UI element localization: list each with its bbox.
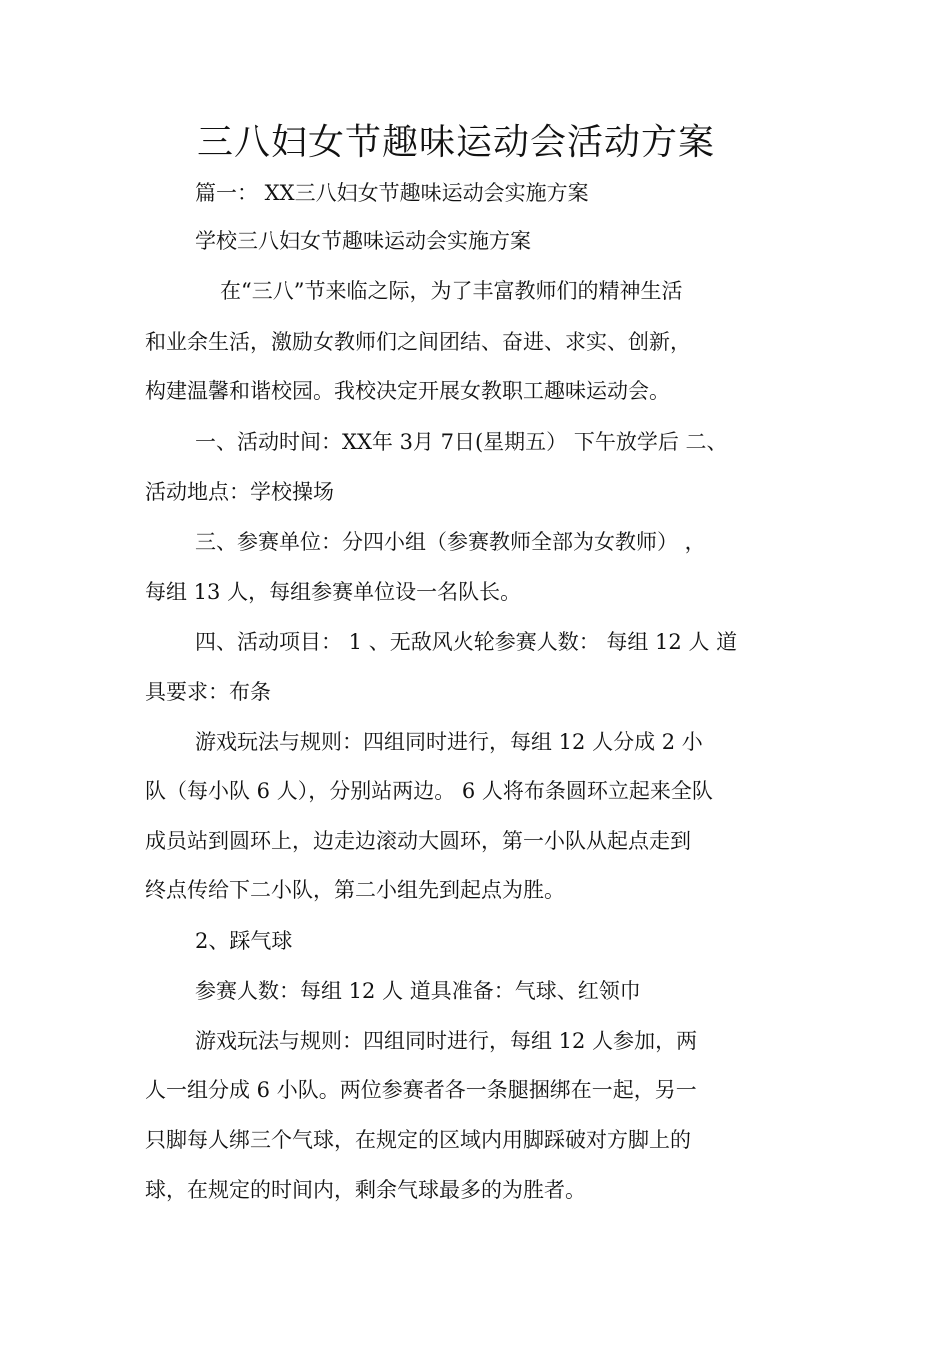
paragraph-line: 构建温馨和谐校园。我校决定开展女教职工趣味运动会。 xyxy=(145,379,670,403)
paragraph-line: 具要求：布条 xyxy=(145,680,271,704)
section-heading: 2、踩气球 xyxy=(195,929,293,953)
paragraph-line: 游戏玩法与规则：四组同时进行，每组 12 人分成 2 小 xyxy=(195,730,703,754)
paragraph-line: 在“三八”节来临之际，为了丰富教师们的精神生活 xyxy=(220,279,683,303)
paragraph-line: 球，在规定的时间内，剩余气球最多的为胜者。 xyxy=(145,1178,586,1202)
paragraph-line: 只脚每人绑三个气球，在规定的区域内用脚踩破对方脚上的 xyxy=(145,1128,691,1152)
paragraph-line: 学校三八妇女节趣味运动会实施方案 xyxy=(195,229,531,253)
paragraph-line: 成员站到圆环上，边走边滚动大圆环，第一小队从起点走到 xyxy=(145,829,691,853)
paragraph-line: 每组 13 人，每组参赛单位设一名队长。 xyxy=(145,580,522,604)
paragraph-line: 参赛人数：每组 12 人 道具准备：气球、红领巾 xyxy=(195,979,641,1003)
paragraph-line: 四、活动项目： 1 、无敌风火轮参赛人数： 每组 12 人 道 xyxy=(195,630,738,654)
paragraph-line: 篇一： XX三八妇女节趣味运动会实施方案 xyxy=(195,181,589,205)
paragraph-line: 游戏玩法与规则：四组同时进行，每组 12 人参加，两 xyxy=(195,1029,698,1053)
paragraph-line: 三、参赛单位：分四小组（参赛教师全部为女教师） ， xyxy=(195,530,706,554)
paragraph-line: 和业余生活，激励女教师们之间团结、奋进、求实、创新， xyxy=(145,330,691,354)
document-title: 三八妇女节趣味运动会活动方案 xyxy=(196,122,715,163)
paragraph-line: 一、活动时间：XX年 3月 7日(星期五） 下午放学后 二、 xyxy=(195,430,728,454)
paragraph-line: 人一组分成 6 小队。两位参赛者各一条腿捆绑在一起，另一 xyxy=(145,1078,697,1102)
paragraph-line: 活动地点：学校操场 xyxy=(145,480,334,504)
paragraph-line: 终点传给下二小队，第二小组先到起点为胜。 xyxy=(145,878,565,902)
paragraph-line: 队（每小队 6 人），分别站两边。 6 人将布条圆环立起来全队 xyxy=(145,779,713,803)
